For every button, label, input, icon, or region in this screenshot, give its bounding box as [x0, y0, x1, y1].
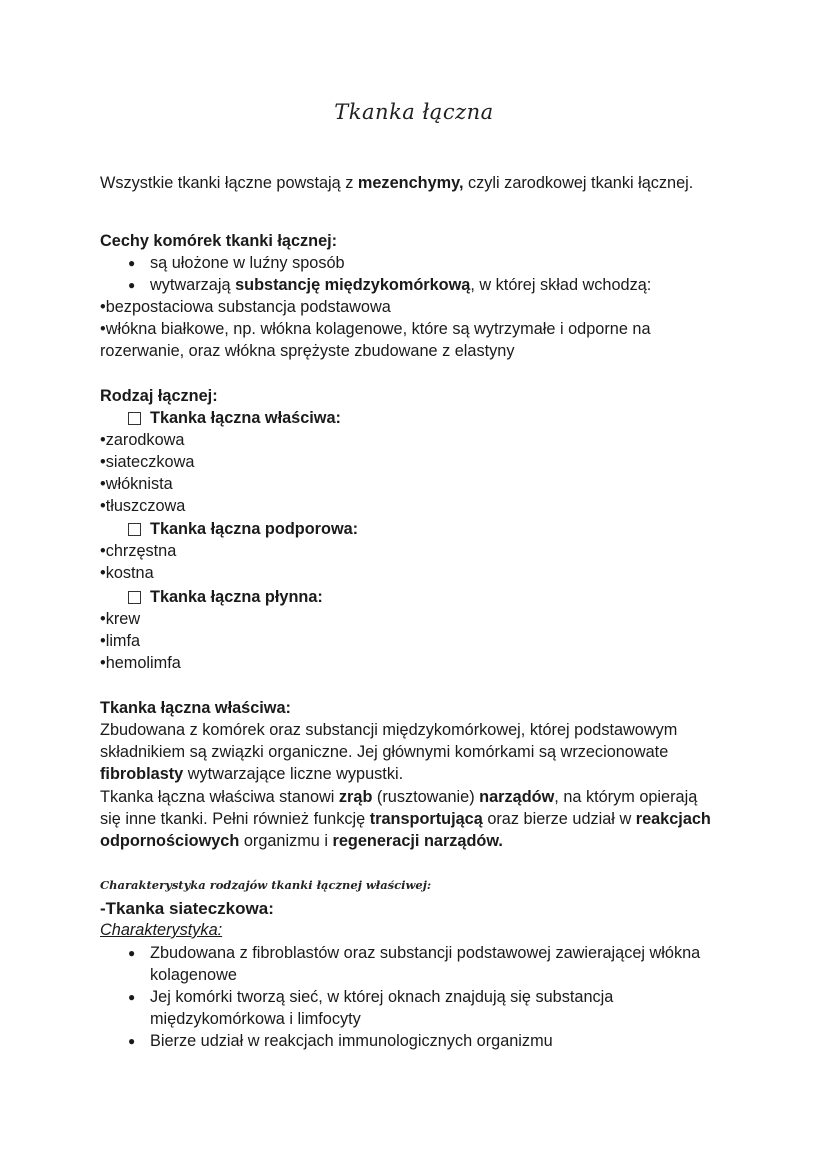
char-bullet-1-cont: kolagenowe: [150, 966, 237, 984]
list-item: •siateczkowa: [100, 453, 195, 471]
list-item: •hemolimfa: [100, 654, 181, 672]
group-label-plynna: Tkanka łączna płynna:: [150, 588, 323, 606]
list-item: •chrzęstna: [100, 542, 177, 560]
char-bullet-1: Zbudowana z fibroblastów oraz substancji podstawowej zawierającej włókna: [150, 944, 701, 962]
cechy-bullet-1: są ułożone w luźny sposób: [150, 254, 345, 272]
wlasciwa-paragraph-line: odpornościowych organizmu i regeneracji narządów.: [100, 832, 503, 850]
char-bullet-2-cont: międzykomórkowa i limfocyty: [150, 1010, 361, 1028]
wlasciwa-paragraph-line: Tkanka łączna właściwa stanowi zrąb (rusztowanie) narządów, na którym opierają: [100, 788, 698, 806]
wlasciwa-paragraph-line: się inne tkanki. Pełni również funkcję transportującą oraz bierze udział w reakcjach: [100, 810, 711, 828]
bullet-icon: ●: [128, 256, 136, 270]
list-item: •włóknista: [100, 475, 173, 493]
page-title: Tkanka łączna: [334, 100, 494, 124]
cechy-sub-2-cont: rozerwanie, oraz włókna sprężyste zbudowane z elastyny: [100, 342, 515, 360]
wlasciwa-paragraph-line: fibroblasty wytwarzające liczne wypustki.: [100, 765, 404, 783]
wlasciwa-heading: Tkanka łączna właściwa:: [100, 699, 291, 717]
charakterystyka-label: Charakterystyka:: [100, 921, 223, 939]
wlasciwa-paragraph-line: składnikiem są związki organiczne. Jej głównymi komórkami są wrzecionowate: [100, 743, 669, 761]
bullet-icon: ●: [128, 278, 136, 292]
bullet-icon: ●: [128, 946, 136, 960]
group-label-podporowa: Tkanka łączna podporowa:: [150, 520, 359, 538]
char-bullet-2: Jej komórki tworzą sieć, w której oknach znajdują się substancja: [150, 988, 614, 1006]
cechy-sub-1: •bezpostaciowa substancja podstawowa: [100, 298, 391, 316]
checkbox-icon[interactable]: [128, 412, 141, 425]
cechy-heading: Cechy komórek tkanki łącznej:: [100, 232, 338, 250]
group-label-wlasciwa: Tkanka łączna właściwa:: [150, 409, 341, 427]
list-item: •zarodkowa: [100, 431, 185, 449]
list-item: •tłuszczowa: [100, 497, 186, 515]
cechy-bullet-2: wytwarzają substancję międzykomórkową, w której skład wchodzą:: [150, 276, 652, 294]
bullet-icon: ●: [128, 1034, 136, 1048]
checkbox-icon[interactable]: [128, 591, 141, 604]
cechy-sub-2: •włókna białkowe, np. włókna kolagenowe, które są wytrzymałe i odporne na: [100, 320, 651, 338]
list-item: •limfa: [100, 632, 141, 650]
intro-paragraph: Wszystkie tkanki łączne powstają z mezenchymy, czyli zarodkowej tkanki łącznej.: [100, 174, 694, 192]
checkbox-icon[interactable]: [128, 523, 141, 536]
wlasciwa-paragraph-line: Zbudowana z komórek oraz substancji międzykomórkowej, której podstawowym: [100, 721, 678, 739]
list-item: •krew: [100, 610, 141, 628]
handwritten-subtitle: Charakterystyka rodzajów tkanki łącznej właściwej:: [100, 878, 432, 892]
rodzaje-heading: Rodzaj łącznej:: [100, 387, 218, 405]
char-bullet-3: Bierze udział w reakcjach immunologicznych organizmu: [150, 1032, 553, 1050]
bullet-icon: ●: [128, 990, 136, 1004]
subheading-siateczkowa: -Tkanka siateczkowa:: [100, 899, 274, 918]
list-item: •kostna: [100, 564, 154, 582]
